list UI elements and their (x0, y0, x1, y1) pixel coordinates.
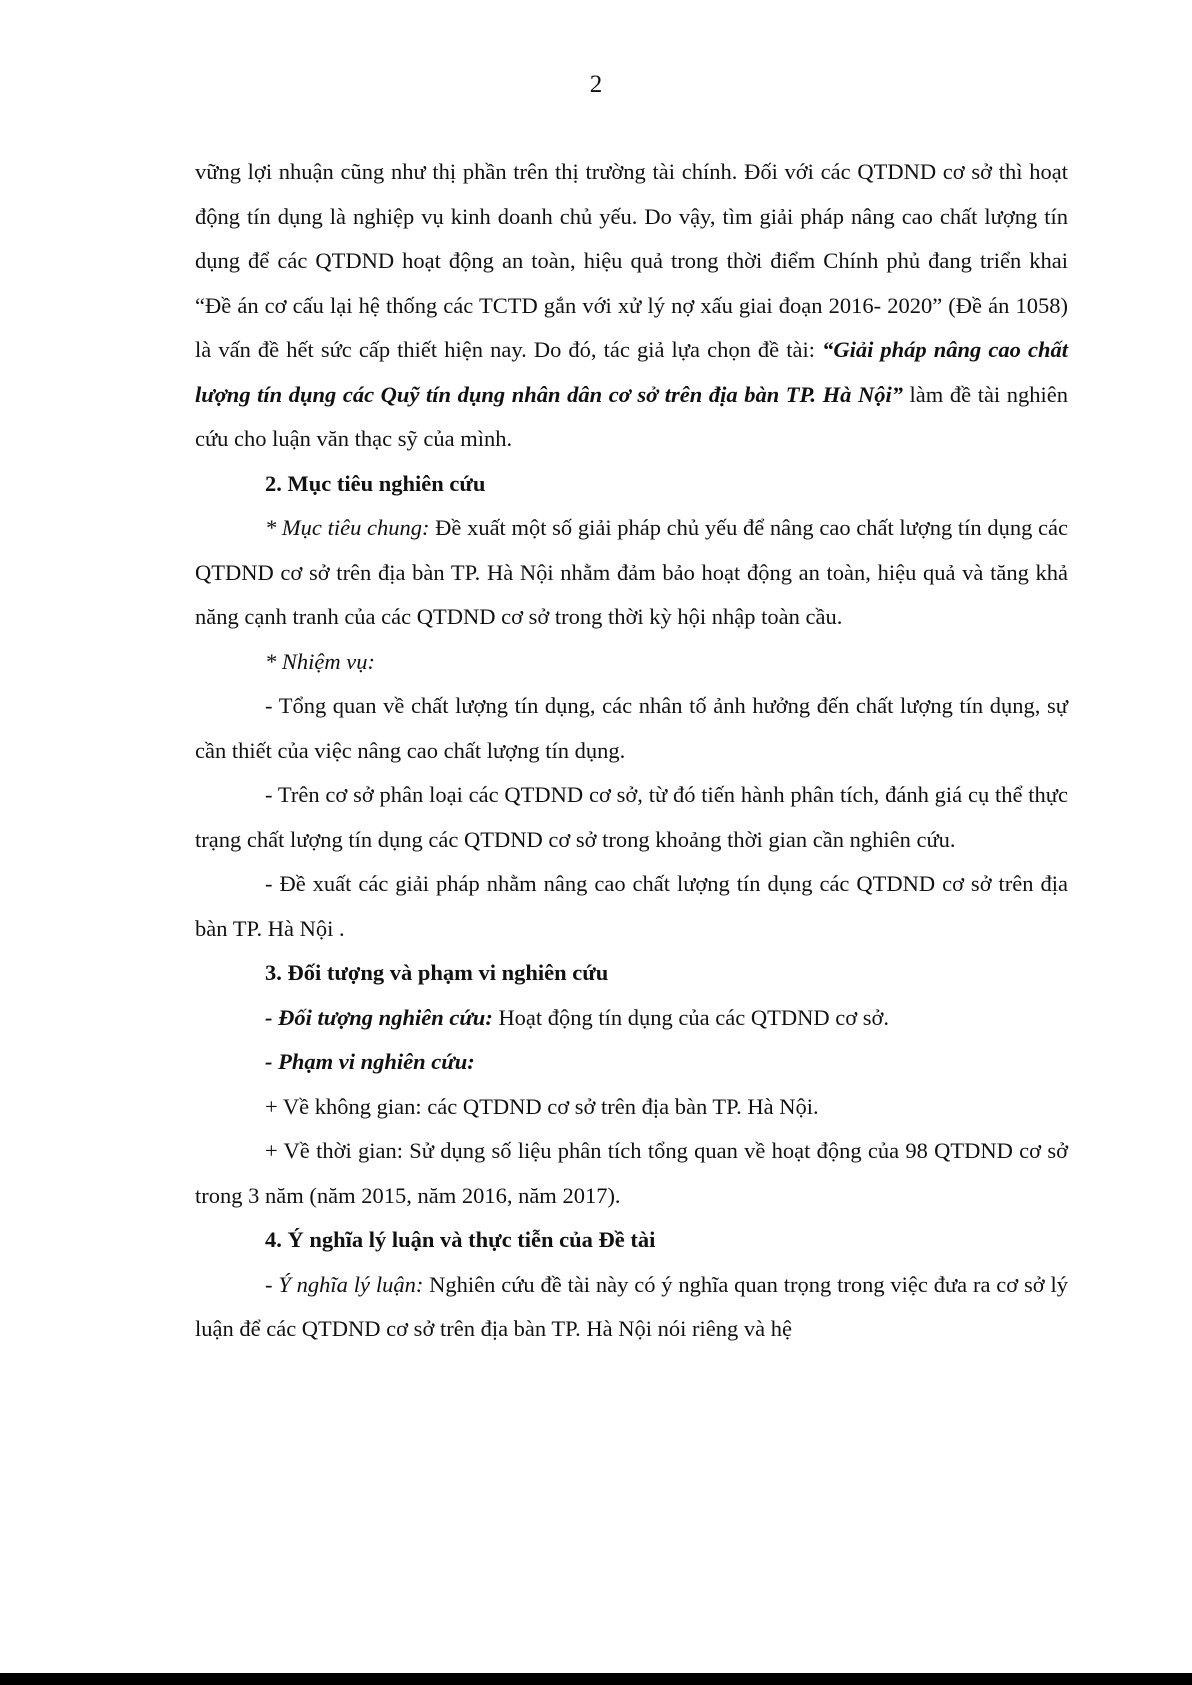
theory-prefix: - (265, 1271, 279, 1297)
general-objective (195, 506, 1068, 640)
theoretical-significance (195, 1263, 1068, 1352)
general-objective-text: Đề xuất một số giải pháp chủ yếu để nâng cao chất lượng tín dụng các QTDND cơ sở trên địa bàn TP. Hà Nội nhằm đảm bảo hoạt động an toàn, hiệu quả và tăng khả năng cạnh tranh của các QTDND cơ sở trong thời kỳ hội nhập toàn cầu. (195, 515, 1068, 629)
theory-text: Nghiên cứu đề tài này có ý nghĩa quan trọng trong việc đưa ra cơ sở lý luận để các QTDND cơ sở trên địa bàn TP. Hà Nội nói riêng và hệ (195, 1271, 1068, 1341)
page-number: 2 (589, 71, 603, 98)
general-objective-label: * Mục tiêu chung: (265, 515, 430, 540)
scope-time: + Về thời gian: Sử dụng số liệu phân tích tổng quan về hoạt động của 98 QTDND cơ sở trong 3 năm (năm 2015, năm 2016, năm 2017). (195, 1138, 1068, 1208)
section-4-heading: 4. Ý nghĩa lý luận và thực tiễn của Đề tài (265, 1227, 656, 1252)
scope-space: + Về không gian: các QTDND cơ sở trên địa bàn TP. Hà Nội. (265, 1093, 819, 1119)
body-text (195, 150, 1068, 1352)
intro-tail: làm đề tài nghiên cứu cho luận văn thạc sỹ của mình. (195, 381, 1069, 451)
intro-paragraph (195, 150, 1068, 462)
section-2-heading: 2. Mục tiêu nghiên cứu (265, 470, 486, 496)
bottom-edge-bar (0, 1673, 1192, 1685)
task-item: - Trên cơ sở phân loại các QTDND cơ sở, từ đó tiến hành phân tích, đánh giá cụ thể thực trạng chất lượng tín dụng các QTDND cơ sở trong khoảng thời gian cần nghiên cứu. (195, 782, 1068, 852)
research-object-text: Hoạt động tín dụng của các QTDND cơ sở. (492, 1004, 890, 1030)
task-item: - Tổng quan về chất lượng tín dụng, các nhân tố ảnh hưởng đến chất lượng tín dụng, sự cần thiết của việc nâng cao chất lượng tín dụng. (195, 693, 1068, 763)
thesis-title: “Giải pháp nâng cao chất lượng tín dụng các Quỹ tín dụng nhân dân cơ sở trên địa bàn TP. Hà Nội” (195, 337, 1068, 407)
research-object-label: - Đối tượng nghiên cứu: (265, 1004, 493, 1030)
research-object (195, 996, 1068, 1041)
intro-text: vững lợi nhuận cũng như thị phần trên thị trường tài chính. Đối với các QTDND cơ sở thì hoạt động tín dụng là nghiệp vụ kinh doanh chủ yếu. Do vậy, tìm giải pháp nâng cao chất lượng tín dụng để các QTDND hoạt động an toàn, hiệu quả trong thời điểm Chính phủ đang triển khai “Đề án cơ cấu lại hệ thống các TCTD gắn với xử lý nợ xấu giai đoạn 2016- 2020” (Đề án 1058) là vấn đề hết sức cấp thiết hiện nay. Do đó, tác giả lựa chọn đề tài: (195, 159, 1068, 362)
tasks-label: * Nhiệm vụ: (265, 648, 375, 674)
research-scope-label: - Phạm vi nghiên cứu: (265, 1049, 475, 1074)
section-3-heading: 3. Đối tượng và phạm vi nghiên cứu (265, 960, 609, 985)
task-item: - Đề xuất các giải pháp nhằm nâng cao chất lượng tín dụng các QTDND cơ sở trên địa bàn TP. Hà Nội . (195, 871, 1068, 941)
theory-label: Ý nghĩa lý luận: (278, 1271, 424, 1297)
